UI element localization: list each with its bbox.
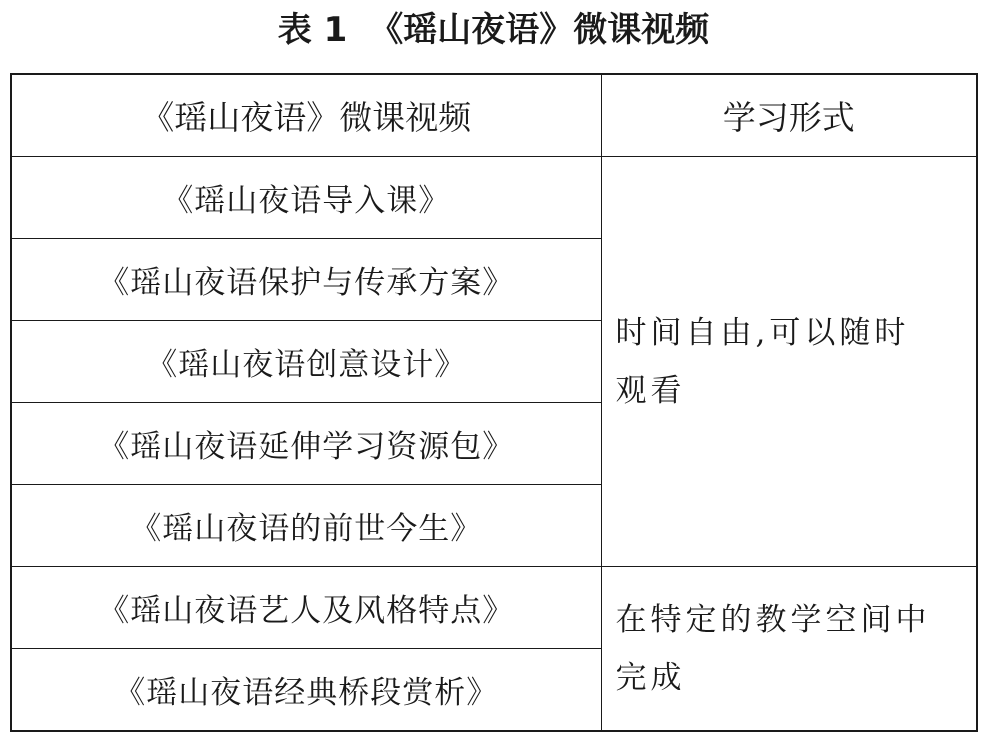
learning-form-line: 时间自由,可以随时 (615, 314, 910, 351)
video-cell: 《瑶山夜语经典桥段赏析》 (11, 649, 601, 732)
table-title: 《瑶山夜语》微课视频 (369, 10, 710, 50)
header-video: 《瑶山夜语》微课视频 (11, 74, 601, 157)
learning-form-line: 在特定的教学空间中 (615, 601, 931, 638)
micro-course-table (10, 73, 978, 732)
video-cell: 《瑶山夜语保护与传承方案》 (11, 239, 601, 321)
learning-form-cell-classroom (601, 567, 977, 732)
video-cell: 《瑶山夜语延伸学习资源包》 (11, 403, 601, 485)
header-learning-form: 学习形式 (601, 74, 977, 157)
table-row (11, 567, 977, 649)
table-row (11, 157, 977, 239)
video-cell: 《瑶山夜语导入课》 (11, 157, 601, 239)
learning-form-cell-flexible (601, 157, 977, 567)
learning-form-line: 观看 (615, 372, 686, 409)
learning-form-line: 完成 (615, 659, 686, 696)
table-caption (0, 8, 987, 52)
video-cell: 《瑶山夜语艺人及风格特点》 (11, 567, 601, 649)
table-number: 表 1 (277, 10, 348, 50)
video-cell: 《瑶山夜语创意设计》 (11, 321, 601, 403)
table-header-row (11, 74, 977, 157)
video-cell: 《瑶山夜语的前世今生》 (11, 485, 601, 567)
